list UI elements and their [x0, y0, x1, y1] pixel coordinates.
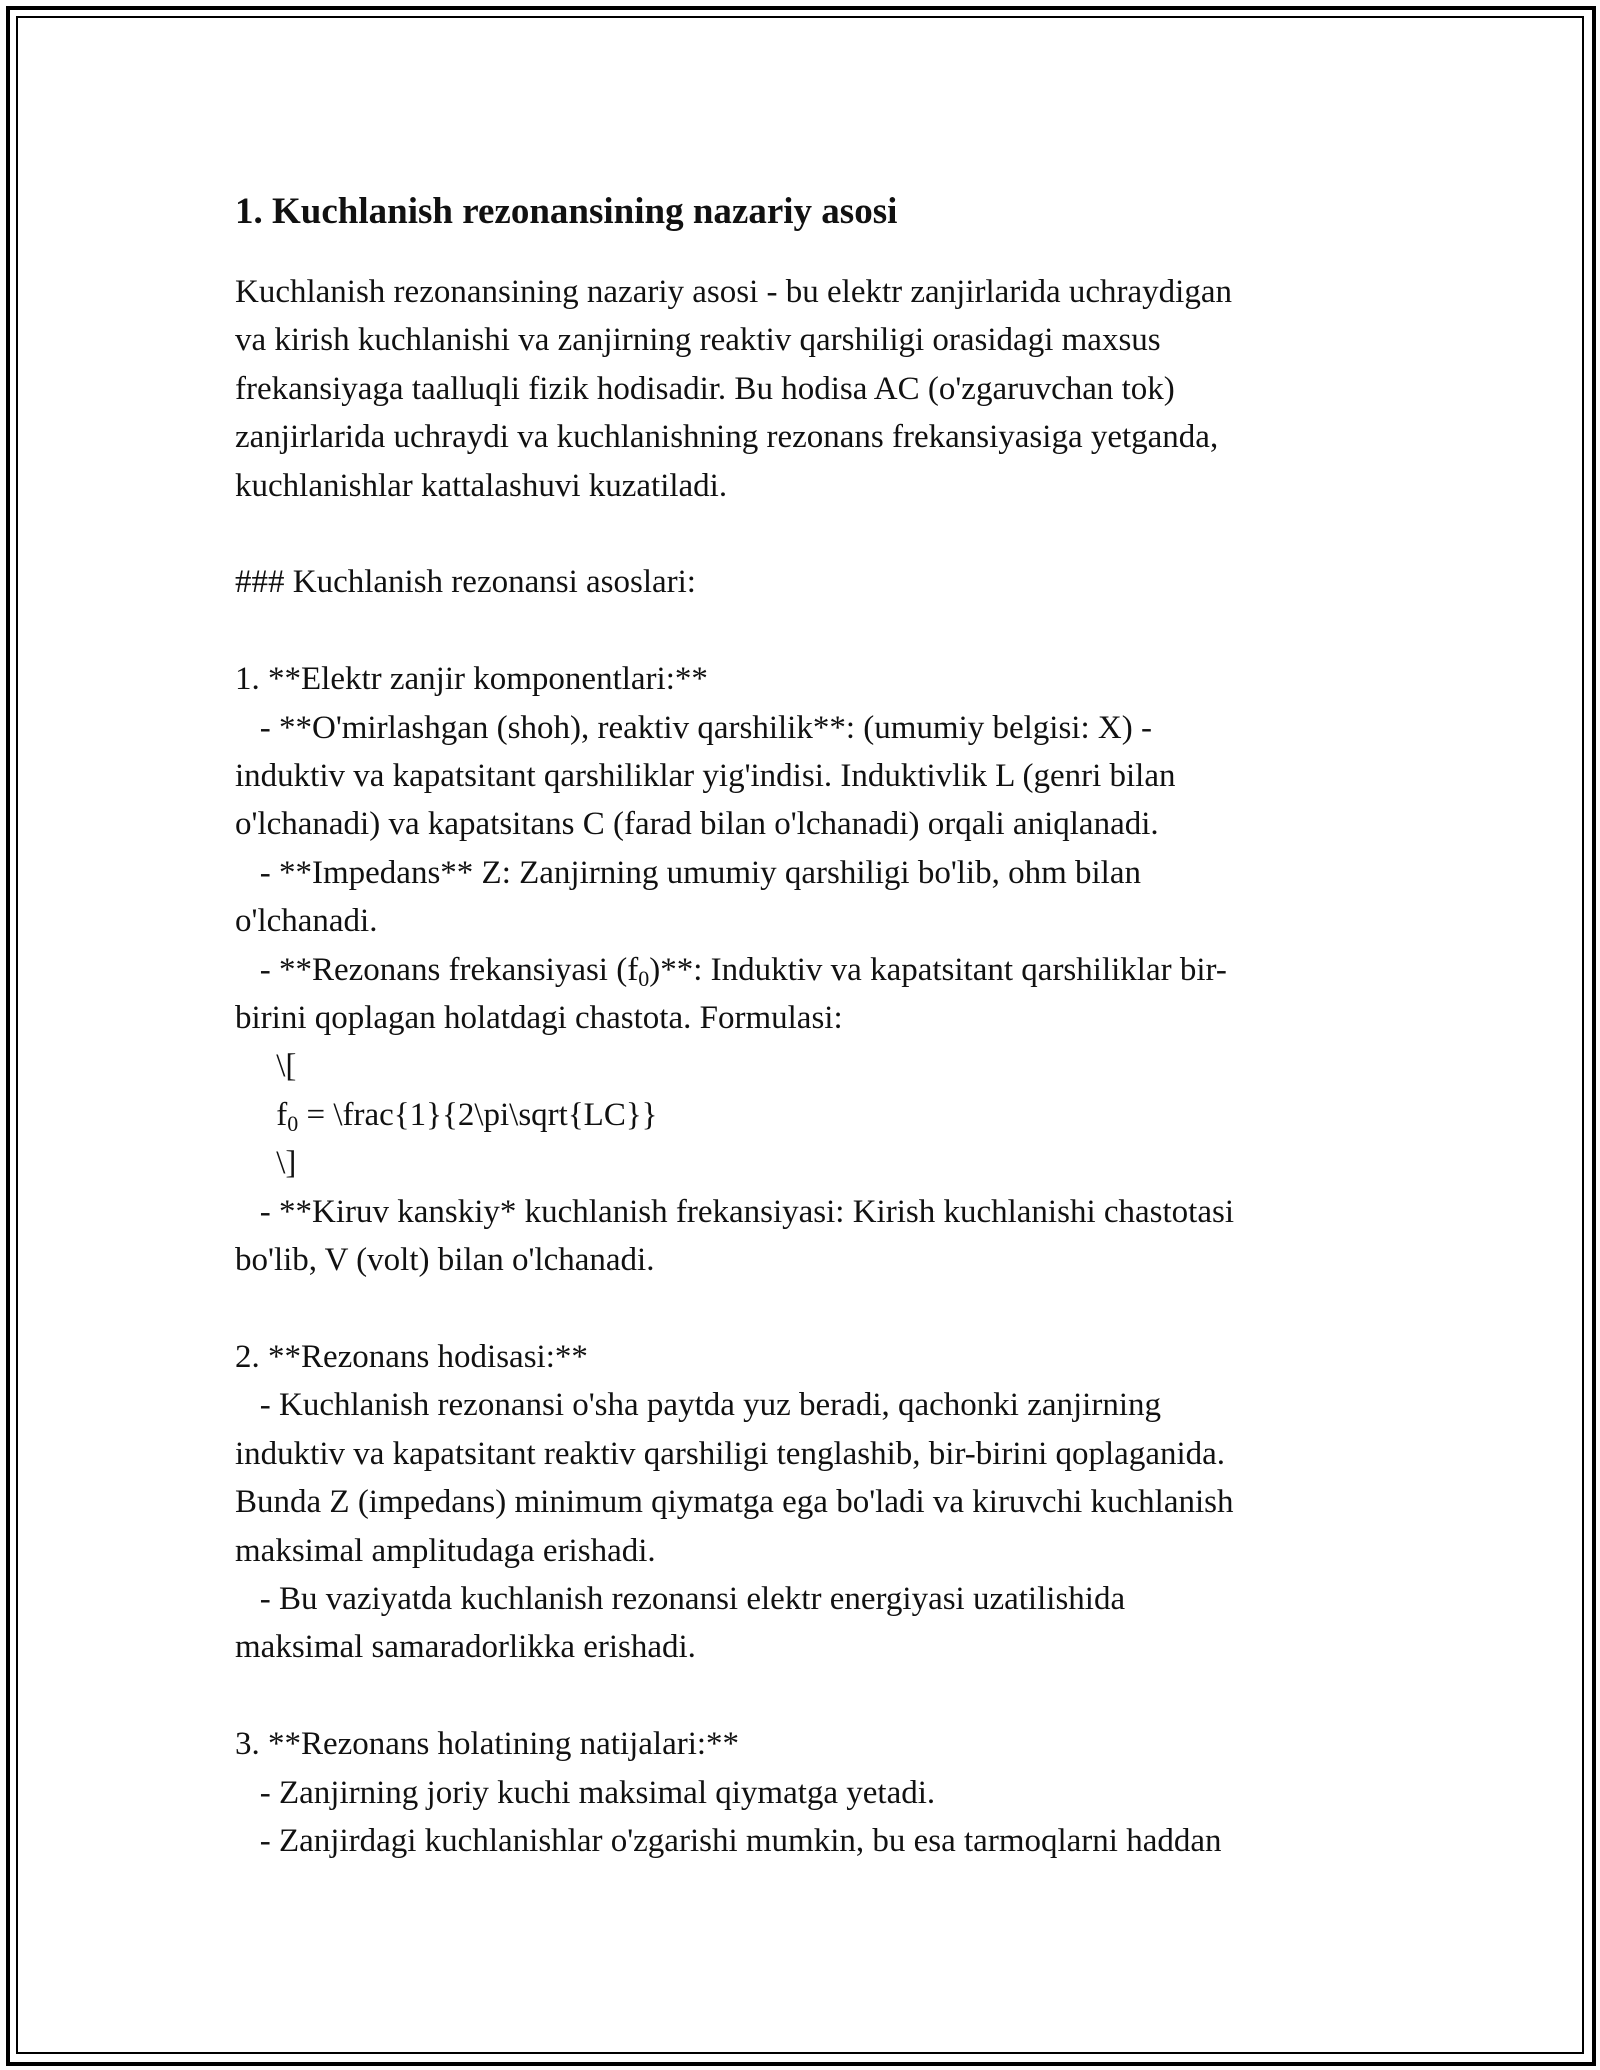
formula-open: \[: [235, 1048, 297, 1085]
formula-segment: = \frac{1}{2\pi\sqrt{LC}}: [298, 1096, 658, 1133]
document-body: [235, 186, 1365, 1865]
text-line: zanjirlarida uchraydi va kuchlanishning rezonans frekansiyasiga yetganda,: [235, 419, 1219, 456]
subscript: 0: [638, 965, 650, 991]
text-line: kuchlanishlar kattalashuvi kuzatiladi.: [235, 467, 728, 504]
text-line: - Kuchlanish rezonansi o'sha paytda yuz beradi, qachonki zanjirning: [235, 1387, 1161, 1424]
subheading-line: ### Kuchlanish rezonansi asoslari:: [235, 564, 696, 601]
formula-line: [235, 1091, 1365, 1139]
text-line: Kuchlanish rezonansining nazariy asosi - bu elektr zanjirlarida uchraydigan: [235, 274, 1232, 310]
list-heading-1: 1. **Elektr zanjir komponentlari:**: [235, 661, 708, 698]
text-line: induktiv va kapatsitant reaktiv qarshiligi tenglashib, bir-birini qoplaganida.: [235, 1435, 1226, 1472]
formula-segment: f: [235, 1096, 288, 1133]
text-line: o'lchanadi.: [235, 903, 378, 940]
blank-line: [235, 607, 1365, 655]
text-line: - **Kiruv kanskiy* kuchlanish frekansiyasi: Kirish kuchlanishi chastotasi: [235, 1193, 1234, 1230]
text-line: o'lchanadi) va kapatsitans C (farad bilan o'lchanadi) orqali aniqlanadi.: [235, 806, 1159, 843]
text-line: induktiv va kapatsitant qarshiliklar yig'indisi. Induktivlik L (genri bilan: [235, 758, 1176, 795]
text-line: - Zanjirning joriy kuchi maksimal qiymatga yetadi.: [235, 1774, 936, 1811]
section-heading: 1. Kuchlanish rezonansining nazariy asosi: [235, 191, 898, 232]
text-line: - Bu vaziyatda kuchlanish rezonansi elektr energiyasi uzatilishida: [235, 1580, 1126, 1617]
text-segment: )**: Induktiv va kapatsitant qarshiliklar bir-: [649, 951, 1227, 988]
list-heading-2: 2. **Rezonans hodisasi:**: [235, 1338, 588, 1375]
text-line: maksimal samaradorlikka erishadi.: [235, 1629, 696, 1666]
text-segment: - **Rezonans frekansiyasi (f: [235, 951, 639, 988]
text-line: bo'lib, V (volt) bilan o'lchanadi.: [235, 1242, 655, 1279]
formula-close: \]: [235, 1145, 297, 1182]
text-line: - **O'mirlashgan (shoh), reaktiv qarshilik**: (umumiy belgisi: X) -: [235, 709, 1152, 746]
blank-line: [235, 510, 1365, 558]
list-heading-3: 3. **Rezonans holatining natijalari:**: [235, 1726, 740, 1763]
text-line: frekansiyaga taalluqli fizik hodisadir. Bu hodisa AC (o'zgaruvchan tok): [235, 370, 1175, 407]
text-line: maksimal amplitudaga erishadi.: [235, 1532, 656, 1569]
text-line: Bunda Z (impedans) minimum qiymatga ega bo'ladi va kiruvchi kuchlanish: [235, 1484, 1234, 1521]
resonance-frequency-line: [235, 946, 1365, 994]
blank-line: [235, 1285, 1365, 1333]
blank-line: [235, 1672, 1365, 1720]
subscript: 0: [287, 1110, 299, 1136]
text-line: - Zanjirdagi kuchlanishlar o'zgarishi mumkin, bu esa tarmoqlarni haddan: [235, 1822, 1222, 1859]
text-line: - **Impedans** Z: Zanjirning umumiy qarshiligi bo'lib, ohm bilan: [235, 854, 1142, 891]
text-line: birini qoplagan holatdagi chastota. Formulasi:: [235, 1000, 843, 1037]
text-line: va kirish kuchlanishi va zanjirning reaktiv qarshiligi orasidagi maxsus: [235, 322, 1161, 359]
